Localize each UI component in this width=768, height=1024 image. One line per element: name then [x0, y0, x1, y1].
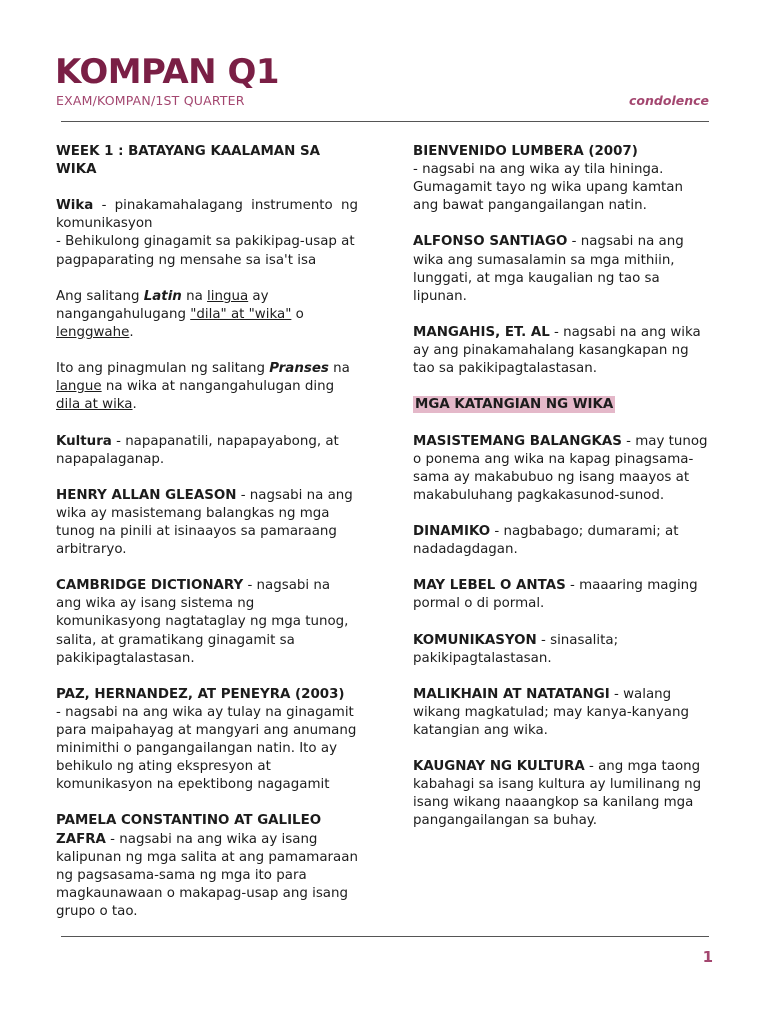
lebel-definition: MAY LEBEL O ANTAS - maaaring maging pormal o di pormal. [413, 578, 698, 612]
malikhain-definition: MALIKHAIN AT NATATANGI - walang wikang magkatulad; may kanya-kanyang katangian ang wika. [413, 686, 689, 738]
gleason-definition: HENRY ALLAN GLEASON - nagsabi na ang wika ay masistemang balangkas ng mga tunog na pinili at isinaayos sa pamaraang arbitraryo. [56, 487, 353, 558]
komunikasyon-definition: KOMUNIKASYON - sinasalita; pakikipagtalastasan. [413, 632, 619, 666]
kaugnay-definition: KAUGNAY NG KULTURA - ang mga taong kabahagi sa isang kultura ay lumilinang ng isang wikang naaangkop sa kanilang mga pangangailangan sa buhay. [413, 759, 702, 829]
page-number: 1 [702, 948, 713, 966]
masistema-definition: MASISTEMANG BALANGKAS - may tunog o ponema ang wika na kapag pinagsama-sama ay makabubuo ng isang maayos at makabuluhang pagkakasunod-sunod. [413, 433, 708, 503]
pamela-definition: PAMELA CONSTANTINO AT GALILEO ZAFRA - nagsabi na ang wika ay isang kalipunan ng mga salita at ang pamamaraan ng pagsasama-sama ng mga ito para magkaunawaan o makapag-usap ang isang grupo o tao. [56, 813, 358, 919]
right-column [413, 143, 711, 849]
paz-definition: PAZ, HERNANDEZ, AT PENEYRA (2003) - nagsabi na ang wika ay tulay na ginagamit para maipahayag at mangyari ang anumang minimithi o pangangailangan natin. Ito ay behikulo ng ating ekspresyon at komunikasyon na epektibong nagagamit [56, 686, 357, 793]
dinamiko-definition: DINAMIKO - nagbabago; dumarami; at nadadagdagan. [413, 523, 679, 558]
document-subtitle: EXAM/KOMPAN/1ST QUARTER [56, 93, 245, 108]
week-heading: WEEK 1 : BATAYANG KAALAMAN SA WIKA [56, 144, 321, 178]
header-divider [61, 121, 709, 122]
lumbera-definition: BIENVENIDO LUMBERA (2007) - nagsabi na ang wika ay tila hininga. Gumagamit tayo ng wika upang kamtan ang bawat pangangailangan natin. [413, 144, 683, 214]
left-column [56, 143, 358, 939]
kultura-definition: Kultura - napapanatili, napapayabong, at napapalaganap. [56, 433, 339, 467]
page-title: KOMPAN Q1 [55, 52, 280, 92]
wika-definition: Wika - pinakamahalagang instrumento ng komunikasyon - Behikulong ginagamit sa pakikipag-usap at pagpaparating ng mensahe sa isa't isa [56, 198, 358, 268]
pranses-paragraph: Ito ang pinagmulan ng salitang Pranses na langue na wika at nangangahulugan ding dila at wika. [56, 361, 350, 413]
latin-paragraph: Ang salitang Latin na lingua ay nangangahulugang "dila" at "wika" o lenggwahe. [56, 288, 304, 340]
cambridge-definition: CAMBRIDGE DICTIONARY - nagsabi na ang wika ay isang sistema ng komunikasyong nagtataglay ng mga tunog, salita, at gramatikang ginagamit sa pakikipagtalastasan. [56, 578, 349, 666]
footer-divider [61, 936, 709, 937]
santiago-definition: ALFONSO SANTIAGO - nagsabi na ang wika ang sumasalamin sa mga mithiin, lunggati, at mga kaugalian ng tao sa lipunan. [413, 234, 684, 304]
author-name: condolence [629, 93, 709, 108]
katangian-heading: MGA KATANGIAN NG WIKA [415, 397, 614, 413]
mangahis-definition: MANGAHIS, ET. AL - nagsabi na ang wika ay ang pinakamahalang kasangkapan ng tao sa pakikipagtalastasan. [413, 324, 701, 377]
